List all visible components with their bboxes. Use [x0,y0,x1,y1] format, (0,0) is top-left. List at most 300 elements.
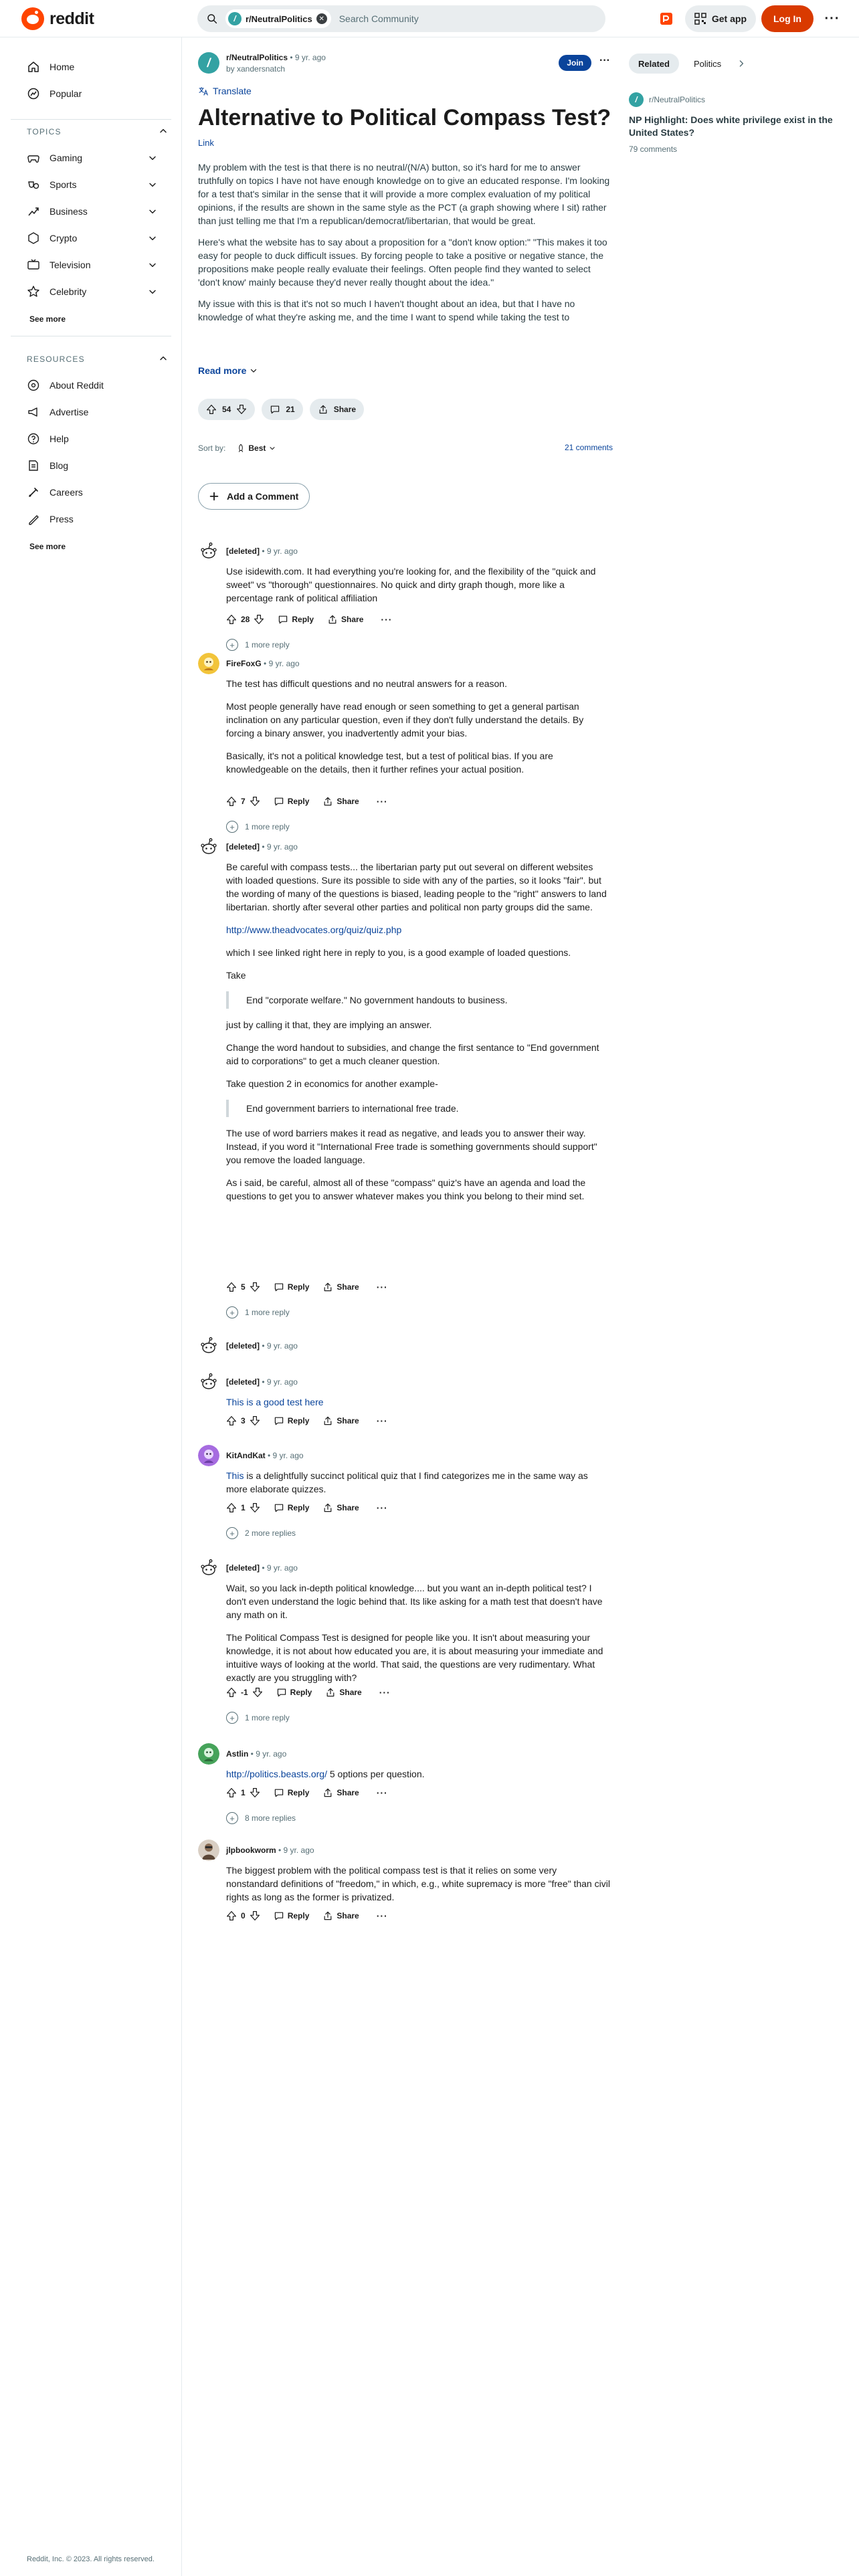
chevron-down-icon [147,179,158,190]
plus-icon [208,490,220,502]
reply-label: Reply [290,1688,312,1697]
comment-body [226,1767,611,1781]
comment-text: just by calling it that, they are implying an answer. [226,1019,432,1030]
comment-meta: KitAndKat • 9 yr. ago [226,1451,304,1460]
comment-text [226,1767,611,1781]
chevron-down-icon [147,286,158,297]
downvote-icon[interactable] [250,1787,260,1798]
chevron-down-icon [249,366,258,375]
comment-text: The biggest problem with the political compass test is that it relies on some very nonstandard definitions of "freedom," in which, e.g., white supremacy is more "free" than civil rights as long as the former is privatized. [226,1865,610,1902]
post-title: Alternative to Political Compass Test? [198,105,611,130]
upvote-icon[interactable] [226,1282,237,1292]
search-bar[interactable] [197,5,605,32]
comment-score: -1 [241,1688,248,1697]
careers-icon [27,486,40,499]
comment-body [226,860,611,1203]
chip-label: r/NeutralPolitics [246,13,312,24]
comment-quote: End government barriers to international free trade. [226,1100,611,1117]
comment-count-link[interactable]: 21 comments [564,443,613,452]
share-icon [318,404,328,415]
post-body [198,161,613,361]
comment-text: The Political Compass Test is designed for people like you. It isn't about measuring your knowledge, it is not about how educated you are, it is about measuring your immediate and intuitive ways of looking at the world. That said, the questions are very rudimentary. What exactly are you struggling with? [226,1632,603,1683]
sidebar-item-advertise[interactable] [11,399,171,425]
comment-meta: jlpbookworm • 9 yr. ago [226,1846,314,1855]
subreddit-avatar-icon: / [228,12,242,25]
comment-author[interactable]: Astlin [226,1749,249,1759]
expand-plus-icon: + [226,1306,238,1318]
comment-vote [226,1787,260,1798]
business-icon [27,205,40,218]
comments-count: 21 [286,405,295,414]
sidebar-item-business[interactable] [11,198,171,225]
comment-link[interactable]: This is a good test here [226,1397,324,1407]
reply-label: Reply [287,1416,310,1425]
upvote-icon[interactable] [226,1687,237,1698]
translate-label: Translate [213,86,252,96]
comment-icon [278,614,288,625]
comment-text-rest: 5 options per question. [326,1769,425,1779]
comment-author: [deleted] [226,1563,260,1573]
share-icon [322,1415,333,1426]
sidebar-item-label: Help [50,433,69,444]
top-header [0,0,859,37]
sidebar-item-label: Sports [50,179,77,190]
reply-label: Reply [292,615,314,624]
reply-button[interactable] [278,614,314,625]
comment-text: Basically, it's not a political knowledge test, but a test of political bias. If you are knowledgeable on the details, then it further refines your actual position. [226,751,553,775]
comment-body [226,565,611,605]
user-avatar [198,1445,219,1466]
user-avatar [198,1840,219,1861]
post-vote-group [198,399,255,420]
comment-body [226,1581,611,1684]
comment-author: [deleted] [226,1377,260,1387]
comment-body [226,1469,611,1496]
comment-score: 0 [241,1911,246,1920]
celebrity-icon [27,285,40,298]
comment-time: 9 yr. ago [266,1377,298,1387]
comment-time: 9 yr. ago [266,1341,298,1351]
comment-meta: [deleted] • 9 yr. ago [226,547,298,556]
reply-button[interactable] [274,1787,310,1798]
add-comment-button[interactable] [198,483,310,510]
subreddit-link[interactable]: r/NeutralPolitics [226,53,288,62]
comment [198,1557,613,1731]
meta-separator: • [290,53,295,62]
sidebar-item-label: Crypto [50,233,78,243]
more-replies-label: 1 more reply [245,1713,290,1722]
deleted-user-avatar [198,836,219,858]
comment-actions [226,1280,388,1294]
comment [198,1335,613,1362]
reply-label: Reply [287,1911,310,1920]
home-icon [27,60,40,74]
post-author[interactable]: by xandersnatch [226,64,286,74]
related-post-comments: 79 comments [629,144,678,154]
comment-icon [274,1910,284,1921]
post-meta [198,52,613,79]
expand-plus-icon: + [226,1527,238,1539]
reply-label: Reply [287,1788,310,1797]
sidebar-item-crypto[interactable] [11,225,171,252]
reply-button[interactable] [274,796,310,807]
sort-dropdown[interactable] [236,443,276,453]
sidebar-item-label: Celebrity [50,286,87,297]
search-icon [207,13,217,24]
downvote-icon[interactable] [250,796,260,807]
related-subreddit[interactable] [629,92,705,107]
share-icon [322,1910,333,1921]
clear-chip-icon[interactable]: ✕ [316,13,327,24]
press-icon [27,512,40,526]
see-more-topics-link[interactable]: See more [29,314,66,324]
comment-vote [226,614,264,625]
comment-text-rest: is a delightfully succinct political quiz that I find categorizes me in the same way as more elaborate quizzes. [226,1470,588,1494]
upvote-icon[interactable] [226,1502,237,1513]
share-label: Share [337,1911,359,1920]
comment-icon [274,1502,284,1513]
sort-label: Sort by: [198,443,226,453]
sidebar-item-sports[interactable] [11,171,171,198]
post-flair[interactable]: Link [198,138,214,148]
sidebar-item-careers[interactable] [11,479,171,506]
rocket-icon [236,443,246,453]
comment-score: 28 [241,615,250,624]
expand-plus-icon: + [226,1712,238,1724]
megaphone-icon [27,405,40,419]
get-app-button[interactable] [685,5,756,32]
post-paragraph: My problem with the test is that there is no neutral/(N/A) button, so it's hard for me to answer truthfully on topics I have not have enough knowledge on to give an educated response. I'm looking for a test that's similar in the sense that it will provide a more complex evaluation of my political opinions, if the results are shown in the same style as the PCT (a graph showing where I sit) rather than just telling me that I'm a republican/democrat/libertarian, that would be great. [198,162,610,226]
more-replies-label: 8 more replies [245,1813,296,1823]
gaming-icon [27,151,40,165]
tab-related[interactable]: Related [629,54,679,74]
comment-text: Take [226,970,246,981]
more-replies-label: 1 more reply [245,640,290,650]
sidebar-item-label: Popular [50,88,82,99]
comment-more-icon[interactable]: ··· [379,1687,391,1698]
reply-label: Reply [287,1282,310,1292]
comment-quote: End "corporate welfare." No government handouts to business. [226,991,611,1009]
collapse-topics-icon[interactable] [158,126,169,136]
comment-text: Use isidewith.com. It had everything you're looking for, and the flexibility of the "quick and sweet" vs "thorough" questionnaires. No quick and dirty graph though, more like a percentage rank of political affiliation [226,566,596,603]
reply-button[interactable] [274,1282,310,1292]
comment-text: Take question 2 in economics for another example- [226,1078,438,1089]
comment [198,1840,613,1926]
chevron-down-icon [147,260,158,270]
comment-more-icon[interactable]: ··· [376,1910,388,1921]
see-more-resources-link[interactable]: See more [29,542,66,551]
share-button[interactable] [325,1687,361,1698]
share-button[interactable] [322,1415,359,1426]
read-more-label: Read more [198,365,247,376]
share-label: Share [337,797,359,806]
more-replies-link[interactable] [226,1306,290,1319]
comment-icon [274,1415,284,1426]
comment-vote [226,796,260,807]
share-label: Share [339,1688,362,1697]
blog-icon [27,459,40,472]
resources-heading: RESOURCES [27,355,85,364]
downvote-icon[interactable] [236,404,247,415]
comment [198,836,613,1318]
expand-plus-icon: + [226,821,238,833]
comment-score: 1 [241,1503,246,1512]
about-icon [27,379,40,392]
comment-actions [226,795,388,808]
downvote-icon[interactable] [250,1415,260,1426]
subreddit-line [226,53,326,62]
comment-score: 7 [241,797,246,806]
share-label: Share [337,1503,359,1512]
share-button[interactable] [327,614,363,625]
reply-button[interactable] [274,1910,310,1921]
deleted-user-avatar [198,1557,219,1579]
sidebar-item-label: Careers [50,487,83,498]
comment [198,653,613,832]
related-subreddit-name: r/NeutralPolitics [649,95,706,104]
add-comment-label: Add a Comment [227,491,299,502]
comment-vote [226,1910,260,1921]
comment-text: Most people generally have read enough or seen something to get a general partisan inclination on any particular question, even if they don't fully understand the details. By forcing a binary answer, you inadvertently admit your bias. [226,701,584,738]
sidebar-item-television[interactable] [11,252,171,278]
comment-icon [276,1687,287,1698]
sidebar-item-press[interactable] [11,506,171,532]
share-icon [322,1502,333,1513]
sidebar-item-blog[interactable] [11,452,171,479]
sidebar-item-gaming[interactable] [11,144,171,171]
more-replies-link[interactable] [226,1811,296,1825]
related-post-title[interactable]: NP Highlight: Does white privilege exist in the United States? [629,114,833,138]
search-input[interactable] [339,13,593,24]
help-icon [27,432,40,445]
expand-plus-icon: + [226,639,238,651]
comment-time: 9 yr. ago [266,547,298,556]
more-replies-link[interactable] [226,820,290,833]
advertise-icon [659,11,674,26]
comment-vote [226,1282,260,1292]
share-button[interactable] [322,796,359,807]
comment-more-icon[interactable]: ··· [376,1415,388,1426]
reddit-logo-icon [21,7,44,30]
television-icon [27,258,40,272]
upvote-icon[interactable] [226,1787,237,1798]
comment-more-icon[interactable]: ··· [376,796,388,807]
comment-more-icon[interactable]: ··· [376,1787,388,1798]
post-paragraph: Here's what the website has to say about a proposition for a "don't know option:" "This makes it too easy for people to duck difficult issues. By forcing people to take a positive or negative stance, the propositions make people really evaluate their feelings. Often people find they wanted to select 'don't know' mainly because they'd never really thought about the idea." [198,237,607,288]
expand-plus-icon: + [226,1812,238,1824]
downvote-icon[interactable] [252,1687,263,1698]
sidebar-item-label: Advertise [50,407,89,417]
comment-author: [deleted] [226,547,260,556]
comment-author[interactable]: KitAndKat [226,1451,266,1460]
share-label: Share [337,1416,359,1425]
comment-time: 9 yr. ago [272,1451,304,1460]
sidebar-item-label: Blog [50,460,69,471]
comment-more-icon[interactable]: ··· [376,1282,388,1292]
comment-author[interactable]: jlpbookworm [226,1846,276,1855]
more-replies-link[interactable] [226,1711,290,1724]
comment-actions [226,1786,388,1799]
comment-meta: [deleted] • 9 yr. ago [226,1563,298,1573]
downvote-icon[interactable] [250,1502,260,1513]
reply-label: Reply [287,797,310,806]
share-label: Share [341,615,364,624]
comment-text: Change the word handout to subsidies, and change the first sentance to "End government aid to corporations" to get a much cleaner question. [226,1042,599,1066]
sidebar-item-label: Business [50,206,88,217]
advertise-button[interactable] [653,5,680,32]
comment-link[interactable]: http://politics.beasts.org/ [226,1769,327,1779]
sidebar-item-label: Gaming [50,153,83,163]
post-time: 9 yr. ago [294,53,326,62]
user-avatar [198,1743,219,1765]
reddit-wordmark: reddit [50,9,94,28]
share-icon [322,1787,333,1798]
comment-body [226,1864,611,1904]
copyright-text: Reddit, Inc. © 2023. All rights reserved. [27,2555,155,2563]
reddit-logo[interactable] [21,7,94,30]
translate-icon [198,86,209,96]
comment [198,1371,613,1431]
sidebar-item-label: Press [50,514,74,524]
comment-icon [270,404,280,415]
comment-meta: Astlin • 9 yr. ago [226,1749,287,1759]
share-icon [327,614,338,625]
left-sidebar [0,37,182,2576]
share-button[interactable] [310,399,364,420]
chevron-down-icon [147,233,158,243]
reply-button[interactable] [276,1687,312,1698]
comment-author: [deleted] [226,842,260,852]
comment-time: 9 yr. ago [283,1846,314,1855]
comment-time: 9 yr. ago [268,659,300,668]
share-icon [322,1282,333,1292]
share-icon [325,1687,336,1698]
comment-link[interactable]: This [226,1470,244,1481]
sidebar-divider [11,119,171,120]
more-options-icon[interactable]: ··· [824,11,840,26]
post-paragraph: My issue with this is that it's not so much I haven't thought about an idea, but that I have no knowledge of what they're asking me, and the time I want to spend while taking the test to [198,298,575,322]
sports-icon [27,178,40,191]
more-replies-label: 1 more reply [245,822,290,831]
join-button[interactable]: Join [559,55,591,71]
deleted-user-avatar [198,1335,219,1357]
share-button[interactable] [322,1787,359,1798]
upvote-icon[interactable] [226,1415,237,1426]
chevron-down-icon [147,206,158,217]
login-button[interactable]: Log In [761,5,814,32]
comment-actions [226,1909,388,1922]
comment-body [226,1395,611,1409]
upvote-icon[interactable] [226,1910,237,1921]
crypto-icon [27,231,40,245]
tab-politics[interactable]: Politics [693,58,722,69]
chevron-right-icon[interactable] [736,58,747,69]
comment-actions [226,613,392,626]
comment-meta: [deleted] • 9 yr. ago [226,1341,298,1351]
comment-icon [274,1282,284,1292]
comment-time: 9 yr. ago [266,842,298,852]
comment-vote [226,1502,260,1513]
sort-bar [198,441,613,455]
more-replies-link[interactable] [226,1526,296,1540]
deleted-user-avatar [198,1371,219,1393]
comment [198,1743,613,1830]
collapse-resources-icon[interactable] [158,353,169,364]
sidebar-item-label: Home [50,62,75,72]
upvote-icon[interactable] [226,614,237,625]
comment-body [226,677,611,776]
comment-text: The use of word barriers makes it read as negative, and leads you to answer their way. Instead, if you word it "International Free trade is something governments should support" you remove the loaded language. [226,1128,597,1165]
comment-score: 3 [241,1416,246,1425]
comment-vote [226,1687,263,1698]
comment-icon [274,796,284,807]
more-replies-link[interactable] [226,638,290,652]
comment-text: Be careful with compass tests... the libertarian party put out several on different websites with loaded questions. Sure its possible to side with any of the parties, so it looks "fair". but the wording of many of the questions is biased, leading people to the "right" answers to land libertarian. shortly after several other parties and political non party groups did the same. [226,862,607,912]
comment-vote [226,1415,260,1426]
reply-button[interactable] [274,1502,310,1513]
post-more-icon[interactable]: ··· [599,55,610,66]
comment [198,1445,613,1539]
translate-button[interactable] [198,86,252,96]
reply-label: Reply [287,1503,310,1512]
comment-text: Wait, so you lack in-depth political knowledge.... but you want an in-depth political test? I don't even understand the logic behind that. Its like asking for a math test that doesn't have any math on it. [226,1583,603,1620]
comment-more-icon[interactable]: ··· [381,614,393,625]
downvote-icon[interactable] [250,1910,260,1921]
subreddit-avatar[interactable]: / [198,52,219,74]
comment-author[interactable]: FireFoxG [226,659,262,668]
share-button[interactable] [322,1502,359,1513]
comment-actions [226,1686,391,1699]
comment-score: 1 [241,1788,246,1797]
user-avatar [198,653,219,674]
share-label: Share [337,1282,359,1292]
comment-score: 5 [241,1282,246,1292]
sidebar-item-label: About Reddit [50,380,104,391]
more-replies-label: 2 more replies [245,1528,296,1538]
share-button[interactable] [322,1910,359,1921]
community-search-chip[interactable] [225,9,331,28]
comment-author: [deleted] [226,1341,260,1351]
comments-button[interactable] [262,399,302,420]
read-more-button[interactable] [198,365,258,376]
comment-actions [226,1501,388,1514]
comment-time: 9 yr. ago [256,1749,287,1759]
more-replies-label: 1 more reply [245,1308,290,1317]
qr-code-icon [694,13,706,25]
comment-link[interactable]: http://www.theadvocates.org/quiz/quiz.php [226,924,402,935]
reply-button[interactable] [274,1415,310,1426]
share-label: Share [333,405,357,414]
sidebar-item-help[interactable] [11,425,171,452]
sort-value: Best [248,443,266,453]
comment-more-icon[interactable]: ··· [376,1502,388,1513]
downvote-icon[interactable] [254,614,264,625]
sidebar-item-popular[interactable] [11,80,171,107]
comment-time: 9 yr. ago [266,1563,298,1573]
upvote-icon[interactable] [206,404,217,415]
subreddit-avatar-icon: / [629,92,644,107]
sidebar-item-about[interactable] [11,372,171,399]
downvote-icon[interactable] [250,1282,260,1292]
sidebar-item-celebrity[interactable] [11,278,171,305]
comment-meta: FireFoxG • 9 yr. ago [226,659,300,668]
upvote-icon[interactable] [226,796,237,807]
sidebar-item-label: Television [50,260,91,270]
sidebar-item-home[interactable] [11,54,171,80]
share-button[interactable] [322,1282,359,1292]
comment [198,540,613,648]
comment-meta: [deleted] • 9 yr. ago [226,1377,298,1387]
